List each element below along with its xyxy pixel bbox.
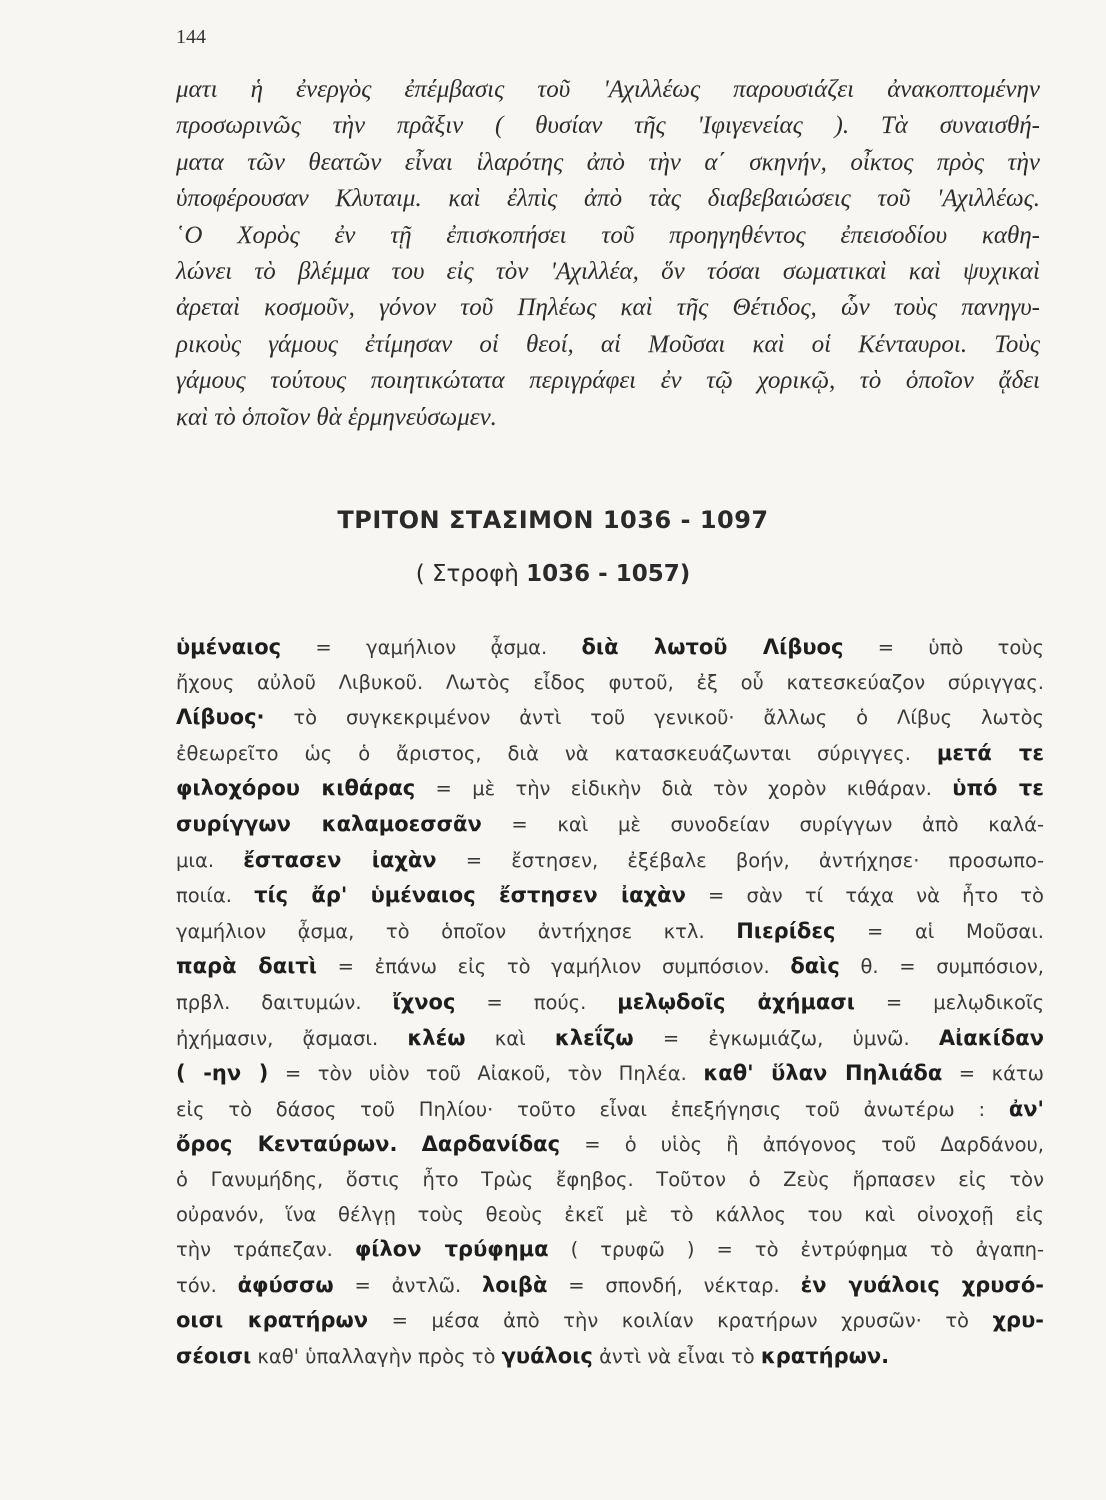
lemma-term: χρυ- xyxy=(992,1308,1044,1333)
gloss-text: ἤχους αὐλοῦ Λιβυκοῦ. Λωτὸς εἶδος φυτοῦ, ἐξ οὗ κατεσκεύαζον σύριγγας. xyxy=(176,670,1044,694)
commentary-line xyxy=(176,630,1044,666)
gloss-text: μια. xyxy=(176,848,244,872)
lemma-term: ὑμέναιος xyxy=(176,635,282,659)
lemma-term: μετά τε xyxy=(936,740,1045,765)
gloss-text: ἐθεωρεῖτο ὡς ὁ ἄριστος, διὰ νὰ κατασκευάζωνται σύριγγες. xyxy=(176,741,937,765)
gloss-text: = ἀντλῶ. xyxy=(333,1273,483,1297)
gloss-text: = πούς. xyxy=(455,990,618,1014)
commentary-line xyxy=(176,1303,1044,1339)
gloss-text: = ὁ υἱὸς ἢ ἀπόγονος τοῦ Δαρδάνου, xyxy=(560,1133,1044,1157)
commentary-line xyxy=(176,878,1044,914)
lemma-term: δαὶς xyxy=(790,954,840,979)
commentary-line xyxy=(176,949,1044,985)
gloss-text: = σὰν τί τάχα νὰ ἦτο τὸ xyxy=(685,884,1044,908)
commentary-line xyxy=(176,985,1044,1021)
commentary-line xyxy=(176,666,1044,701)
gloss-text: καθ' ὑπαλλαγὴν πρὸς τὸ xyxy=(251,1344,502,1368)
commentary-paragraph xyxy=(176,630,1044,1374)
intro-line: ματα τῶν θεατῶν εἶναι ἱλαρότης ἀπὸ τὴν α΄ σκηνήν, οἶκτος πρὸς τὴν xyxy=(176,148,1040,176)
gloss-text: = καὶ μὲ συνοδείαν συρίγγων ἀπὸ καλά- xyxy=(481,812,1044,836)
lemma-term: Αἰακίδαν xyxy=(938,1025,1044,1050)
gloss-text: = σπονδή, νέκταρ. xyxy=(547,1273,801,1297)
gloss-text: τὸ συγκεκριμένον ἀντὶ τοῦ γενικοῦ· ἄλλως ὁ Λίβυς λωτὸς xyxy=(264,706,1044,730)
lemma-term: τίς ἄρ' ὑμέναιος ἔστησεν ἰαχὰν xyxy=(254,883,686,908)
lemma-term: ἔστασεν ἰαχὰν xyxy=(243,847,437,872)
lemma-term: ἴχνος xyxy=(392,989,456,1014)
gloss-text: = μὲ τὴν εἰδικὴν διὰ τὸν χορὸν κιθάραν. xyxy=(415,777,953,801)
intro-line: ματι ἡ ἐνεργὸς ἐπέμβασις τοῦ 'Αχιλλέως παρουσιάζει ἀνακοπτομένην xyxy=(176,76,1040,103)
gloss-text: ποιία. xyxy=(176,884,255,908)
lemma-term: ( -ην ) xyxy=(176,1061,269,1086)
commentary-line xyxy=(176,843,1044,879)
commentary-line xyxy=(176,1056,1044,1092)
lemma-term: διὰ λωτοῦ Λίβυος xyxy=(581,635,844,659)
commentary-line xyxy=(176,807,1044,843)
commentary-line xyxy=(176,914,1044,950)
page-number: 144 xyxy=(176,26,206,48)
intro-line: καὶ τὸ ὁποῖον θὰ ἑρμηνεύσωμεν. xyxy=(176,403,497,431)
gloss-text: καὶ xyxy=(465,1026,555,1050)
lemma-term: οισι κρατήρων xyxy=(176,1308,369,1333)
gloss-text: τὴν τράπεζαν. xyxy=(176,1238,355,1262)
gloss-text: = ἐπάνω εἰς τὸ γαμήλιον συμπόσιον. xyxy=(316,955,791,979)
intro-line: ῾Ο Χορὸς ἐν τῇ ἐπισκοπήσει τοῦ προηγηθέντος ἐπεισοδίου καθη- xyxy=(176,221,1040,249)
gloss-text: ( τρυφῶ ) = τὸ ἐντρύφημα τὸ ἀγαπη- xyxy=(548,1238,1044,1262)
lemma-term: λοιβὰ xyxy=(482,1272,548,1297)
lemma-term: κλεΐζω xyxy=(554,1025,634,1050)
lemma-term: φίλον τρύφημα xyxy=(354,1237,549,1262)
gloss-text: ὁ Γανυμήδης, ὅστις ἦτο Τρὼς ἔφηβος. Τοῦτον ὁ Ζεὺς ἥρπασεν εἰς τὸν xyxy=(176,1167,1044,1191)
gloss-text: τόν. xyxy=(176,1273,238,1297)
gloss-text xyxy=(397,1133,421,1156)
gloss-text: = ἔστησεν, ἐξέβαλε βοήν, ἀντήχησε· προσωπο- xyxy=(436,848,1044,872)
intro-paragraph xyxy=(176,72,1040,436)
gloss-text: ἀντὶ νὰ εἶναι τὸ xyxy=(592,1344,761,1368)
strophe-range: 1036 - 1057) xyxy=(526,561,691,587)
intro-line: ἀρεταὶ κοσμοῦν, γόνον τοῦ Πηλέως καὶ τῆς Θέτιδος, ὧν τοὺς πανηγυ- xyxy=(176,294,1040,322)
gloss-text: εἰς τὸ δάσος τοῦ Πηλίου· τοῦτο εἶναι ἐπεξήγησις τοῦ ἀνωτέρω : xyxy=(176,1097,1009,1121)
commentary-line xyxy=(176,1232,1044,1268)
gloss-text: θ. = συμπόσιον, xyxy=(839,955,1044,979)
lemma-term: συρίγγων καλαμοεσσᾶν xyxy=(176,811,482,836)
lemma-term: Λίβυος· xyxy=(176,705,265,730)
section-heading: ΤΡΙΤΟΝ ΣΤΑΣΙΜΟΝ 1036 - 1097 xyxy=(337,506,769,534)
commentary-line xyxy=(176,1092,1044,1128)
commentary-line xyxy=(176,1127,1044,1163)
gloss-text: ἠχήμασιν, ᾄσμασι. xyxy=(176,1026,408,1050)
intro-line: προσωρινῶς τὴν πρᾶξιν ( θυσίαν τῆς 'Ιφιγενείας ). Τὰ συναισθή- xyxy=(176,112,1040,140)
intro-line: ρικοὺς γάμους ἐτίμησαν οἱ θεοί, αἱ Μοῦσαι καὶ οἱ Κένταυροι. Τοὺς xyxy=(176,330,1040,358)
lemma-term: σέοισι xyxy=(176,1343,252,1368)
commentary-line xyxy=(176,771,1044,807)
intro-line: λώνει τὸ βλέμμα του εἰς τὸν 'Αχιλλέα, ὅν τόσαι σωματικαὶ καὶ ψυχικαὶ xyxy=(176,258,1040,286)
strophe-label: ( Στροφὴ xyxy=(415,561,527,587)
lemma-term: Δαρδανίδας xyxy=(421,1132,561,1157)
gloss-text: = αἱ Μοῦσαι. xyxy=(835,919,1045,943)
lemma-term: ἐν γυάλοις χρυσό- xyxy=(800,1272,1044,1297)
gloss-text: = ὑπὸ τοὺς xyxy=(843,636,1044,659)
lemma-term: κλέω xyxy=(407,1025,466,1050)
lemma-term: ὄρος Κενταύρων. xyxy=(176,1132,398,1157)
commentary-line xyxy=(176,736,1044,772)
gloss-text: πρβλ. δαιτυμών. xyxy=(176,990,393,1014)
intro-line: ὑποφέρουσαν Κλυταιμ. καὶ ἐλπὶς ἀπὸ τὰς διαβεβαιώσεις τοῦ 'Αχιλλέως. xyxy=(176,185,1040,213)
intro-line: γάμους τούτους ποιητικώτατα περιγράφει ἐν τῷ χορικῷ, τὸ ὁποῖον ᾄδει xyxy=(176,367,1040,395)
lemma-term: ὑπό τε xyxy=(952,776,1044,801)
commentary-line xyxy=(176,700,1044,736)
gloss-text: = γαμήλιον ᾆσμα. xyxy=(281,636,582,659)
lemma-term: κρατήρων. xyxy=(760,1343,890,1368)
gloss-text: οὐρανόν, ἵνα θέλγῃ τοὺς θεοὺς ἐκεῖ μὲ τὸ κάλλος του καὶ οἰνοχοῇ εἰς xyxy=(176,1202,1044,1226)
lemma-term: ἀφύσσω xyxy=(237,1272,334,1297)
commentary-line xyxy=(176,1163,1044,1198)
commentary-line xyxy=(176,1021,1044,1057)
gloss-text: γαμήλιον ᾆσμα, τὸ ὁποῖον ἀντήχησε κτλ. xyxy=(176,919,737,943)
lemma-term: γυάλοις xyxy=(501,1343,593,1368)
gloss-text: = κάτω xyxy=(942,1062,1044,1086)
commentary-line xyxy=(176,1339,1044,1375)
lemma-term: καθ' ὕλαν Πηλιάδα xyxy=(703,1061,943,1086)
gloss-text: = τὸν υἱὸν τοῦ Αἰακοῦ, τὸν Πηλέα. xyxy=(268,1062,704,1086)
gloss-text: = μελῳδικοῖς xyxy=(854,990,1045,1014)
lemma-term: ἀν' xyxy=(1008,1096,1044,1121)
lemma-term: παρὰ δαιτὶ xyxy=(176,954,317,979)
commentary-line xyxy=(176,1198,1044,1233)
commentary-line xyxy=(176,1268,1044,1304)
lemma-term: φιλοχόρου κιθάρας xyxy=(176,776,416,801)
lemma-term: Πιερίδες xyxy=(736,918,836,943)
lemma-term: μελῳδοῖς ἀχήμασι xyxy=(617,989,855,1014)
strophe-heading xyxy=(0,561,1106,587)
gloss-text: = ἐγκωμιάζω, ὑμνῶ. xyxy=(633,1026,939,1050)
gloss-text: = μέσα ἀπὸ τὴν κοιλίαν κρατήρων χρυσῶν· τὸ xyxy=(368,1309,993,1333)
